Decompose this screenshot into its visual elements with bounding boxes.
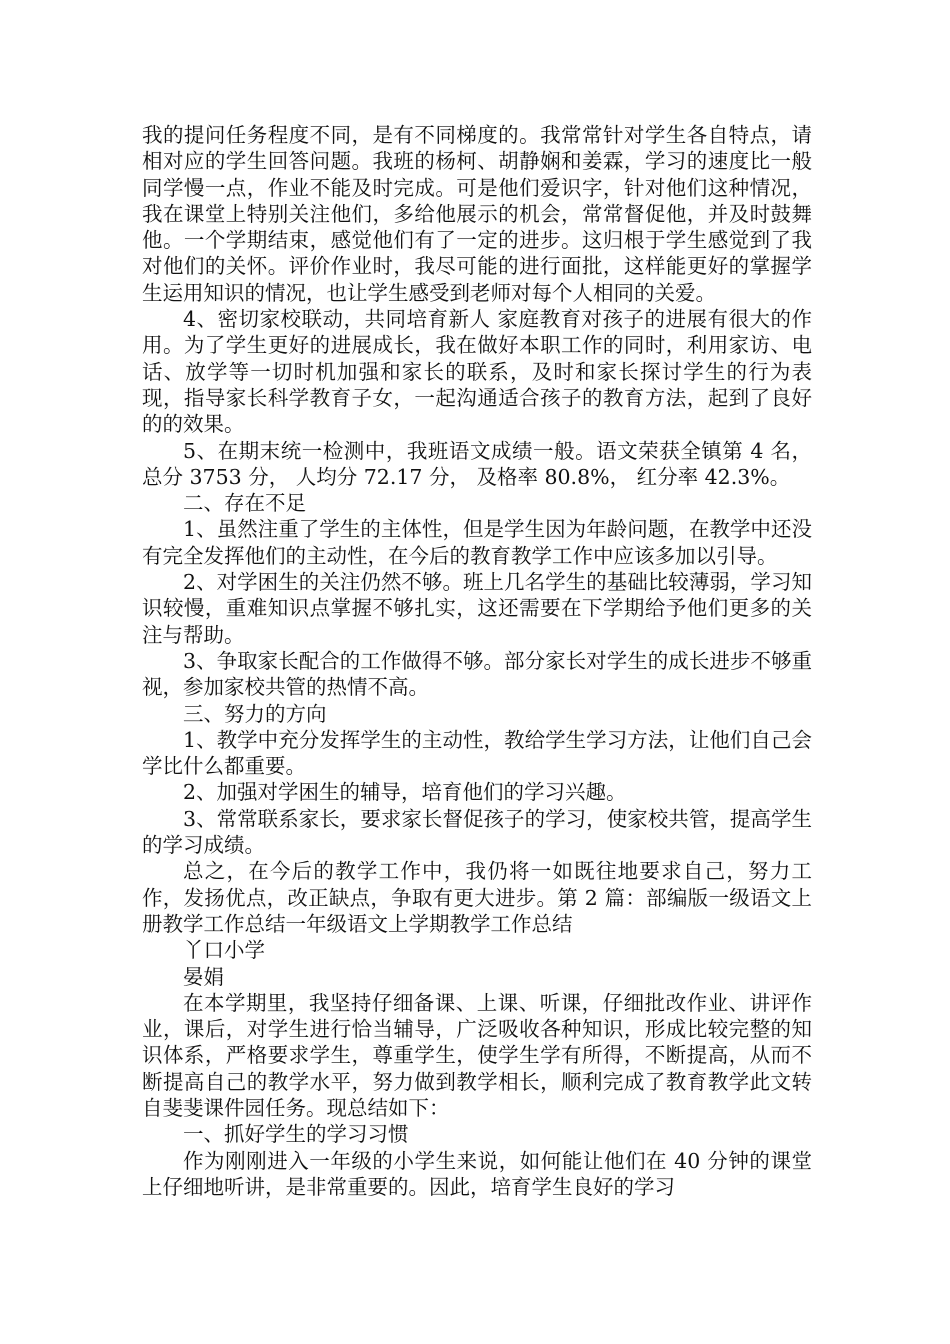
paragraph-3: 5、在期末统一检测中，我班语文成绩一般。语文荣获全镇第 4 名， 总分 3753 分， 人均分 72.17 分， 及格率 80.8%， 红分率 42.3%。	[142, 438, 812, 489]
section-heading-shortcomings: 二、存在不足	[183, 491, 306, 516]
section-heading-direction: 三、努力的方向	[183, 701, 327, 726]
paragraph-9: 1、教学中充分发挥学生的主动性，教给学生学习方法，让他们自己会学比什么都重要。	[142, 727, 812, 779]
paragraph-5: 1、虽然注重了学生的主体性，但是学生因为年龄问题，在教学中还没有完全发挥他们的主动性，在今后的教育教学工作中应该多加以引导。	[142, 517, 812, 568]
paragraph-12: 总之，在今后的教学工作中，我仍将一如既往地要求自己，努力工作，发扬优点，改正缺点，争取有更大进步。第 2 篇：部编版一级语文上册教学工作总结一年级语文上学期教学工作总结	[142, 859, 812, 936]
paragraph-17: 作为刚刚进入一年级的小学生来说，如何能让他们在 40 分钟的课堂上仔细地听讲，是非常重要的。因此，培育学生良好的学习	[142, 1148, 812, 1199]
author-name: 晏娟	[183, 964, 224, 989]
paragraph-2: 4、密切家校联动，共同培育新人 家庭教育对孩子的进展有很大的作用。为了学生更好的进展成长，我在做好本职工作的同时，利用家访、电话、放学等一切时机加强和家长的联系，及时和家长探讨学生的行为表现，指导家长科学教育子女，一起沟通适合孩子的教育方法，起到了良好的的效果。	[142, 307, 812, 437]
section-heading-habits: 一、抓好学生的学习习惯	[183, 1122, 409, 1147]
paragraph-11: 3、常常联系家长，要求家长督促孩子的学习，使家校共管，提高学生的学习成绩。	[142, 806, 812, 858]
paragraph-7: 3、争取家长配合的工作做得不够。部分家长对学生的成长进步不够重视，参加家校共管的热情不高。	[142, 648, 812, 700]
school-name: 丫口小学	[183, 938, 265, 963]
paragraph-1: 我的提问任务程度不同，是有不同梯度的。我常常针对学生各自特点，请相对应的学生回答问题。我班的杨柯、胡静娴和姜霖，学习的速度比一般同学慢一点，作业不能及时完成。可是他们爱识字，针对他们这种情况，我在课堂上特别关注他们，多给他展示的机会，常常督促他，并及时鼓舞他。一个学期结束，感觉他们有了一定的进步。这归根于学生感觉到了我对他们的关怀。评价作业时，我尽可能的进行面批，这样能更好的掌握学生运用知识的情况，也让学生感受到老师对每个人相同的关爱。	[142, 123, 812, 305]
paragraph-6: 2、对学困生的关注仍然不够。班上几名学生的基础比较薄弱，学习知识较慢，重难知识点掌握不够扎实，这还需要在下学期给予他们更多的关注与帮助。	[142, 570, 812, 647]
document-body	[142, 122, 812, 1200]
paragraph-10: 2、加强对学困生的辅导，培育他们的学习兴趣。	[183, 780, 627, 805]
paragraph-15: 在本学期里，我坚持仔细备课、上课、听课，仔细批改作业、讲评作业，课后，对学生进行恰当辅导，广泛吸收各种知识，形成比较完整的知识体系，严格要求学生，尊重学生，使学生学有所得，不断提高，从而不断提高自己的教学水平，努力做到教学相长，顺利完成了教育教学此文转自斐斐课件园任务。现总结如下：	[142, 990, 812, 1120]
